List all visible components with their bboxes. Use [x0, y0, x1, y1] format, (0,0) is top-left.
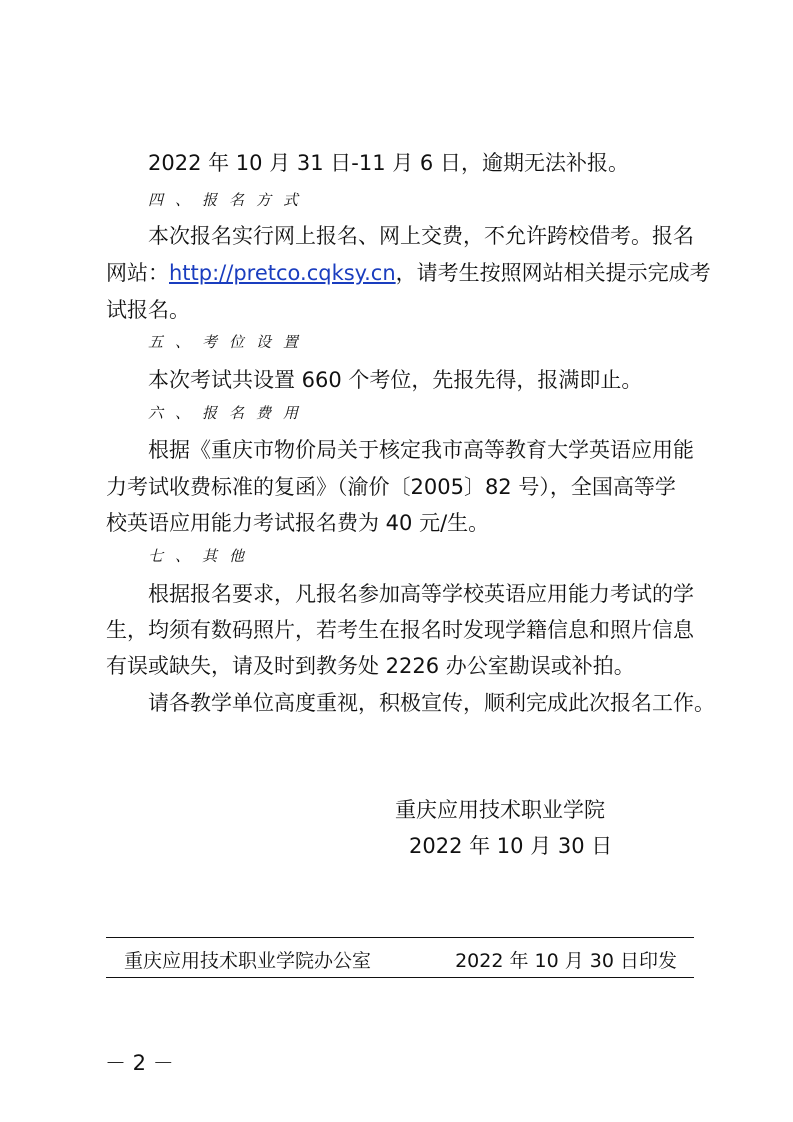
page-number: － 2 － [105, 1051, 174, 1075]
section5-text-line1: 本次考试共设置 660 个考位，先报先得，报满即止。 [148, 368, 643, 392]
section4-text-line2 [106, 259, 711, 287]
signature-date: 2022 年 10 月 30 日 [409, 834, 613, 858]
section4-text-line3: 试报名。 [106, 298, 190, 322]
footer-issuer: 重庆应用技术职业学院办公室 [124, 950, 372, 972]
closing-text: 请各教学单位高度重视，积极宣传，顺利完成此次报名工作。 [148, 691, 715, 715]
section7-text-line1: 根据报名要求，凡报名参加高等学校英语应用能力考试的学 [148, 582, 694, 606]
deadline-text: 2022 年 10 月 31 日-11 月 6 日，逾期无法补报。 [148, 151, 629, 175]
section7-heading: 七、其他 [148, 547, 257, 565]
section4-text-line1: 本次报名实行网上报名、网上交费，不允许跨校借考。报名 [148, 224, 694, 248]
footer-issue-date: 2022 年 10 月 30 日印发 [455, 950, 677, 972]
section5-heading: 五、考位设置 [148, 333, 311, 351]
section6-text-line1: 根据《重庆市物价局关于核定我市高等教育大学英语应用能 [148, 438, 694, 462]
section6-text-line3: 校英语应用能力考试报名费为 40 元/生。 [106, 511, 490, 535]
registration-website-link[interactable]: http://pretco.cqksy.cn [169, 261, 396, 285]
section4-text-continuation: ，请考生按照网站相关提示完成考 [395, 261, 711, 285]
footer-bottom-rule [106, 977, 694, 978]
section6-text-line2: 力考试收费标准的复函》（渝价〔2005〕82 号），全国高等学 [106, 475, 676, 499]
footer-top-rule [106, 937, 694, 938]
section4-heading: 四、报名方式 [148, 191, 311, 209]
section7-text-line2: 生，均须有数码照片，若考生在报名时发现学籍信息和照片信息 [106, 618, 694, 642]
section4-website-label: 网站： [106, 261, 169, 285]
section6-heading: 六、报名费用 [148, 404, 311, 422]
signature-organization: 重庆应用技术职业学院 [395, 798, 605, 822]
section7-text-line3: 有误或缺失，请及时到教务处 2226 办公室勘误或补拍。 [106, 654, 635, 678]
